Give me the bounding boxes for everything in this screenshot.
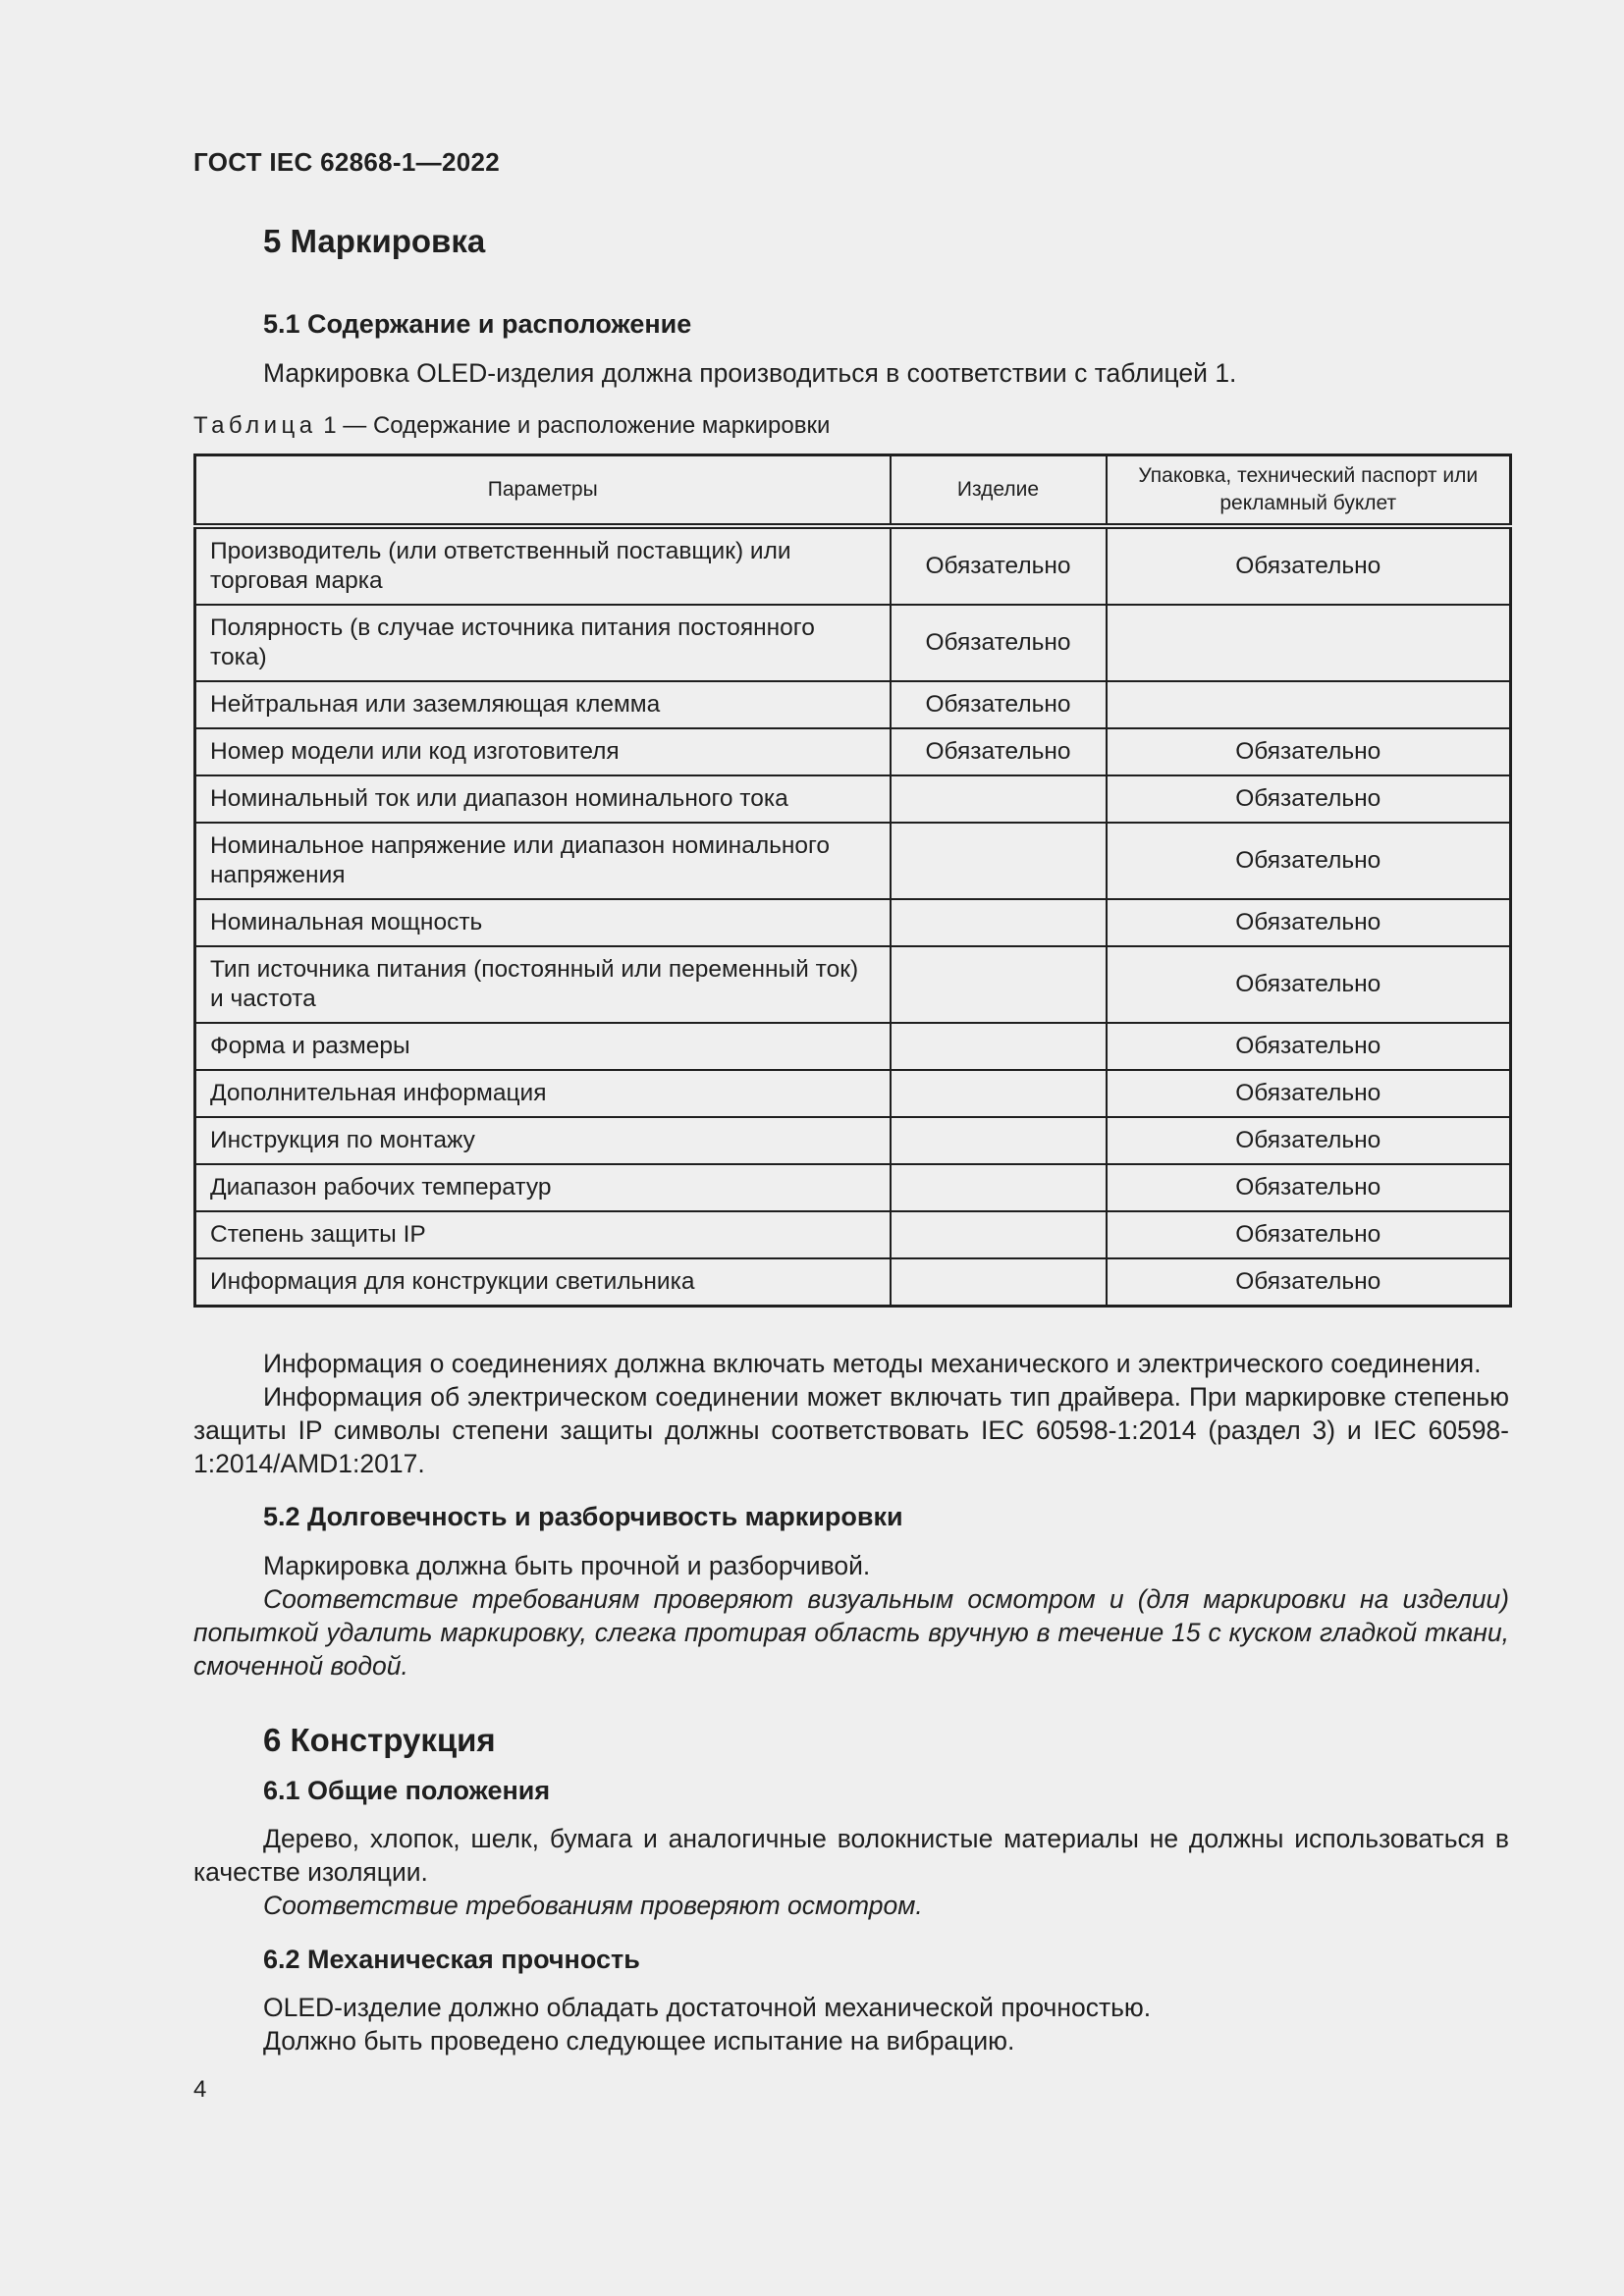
- parameter-cell: Информация для конструкции светильника: [195, 1258, 891, 1307]
- connections-paragraph: Информация о соединениях должна включать методы механического и электрического соединения.: [263, 1349, 1482, 1378]
- parameter-cell: Номинальный ток или диапазон номинального тока: [195, 775, 891, 823]
- section-5-1-intro: Маркировка OLED-изделия должна производиться в соответствии с таблицей 1.: [263, 358, 1237, 388]
- parameter-cell: Форма и размеры: [195, 1023, 891, 1070]
- product-cell: [891, 1258, 1107, 1307]
- product-cell: [891, 1023, 1107, 1070]
- table-row: [195, 526, 1511, 605]
- section-6-2-paragraph: OLED-изделие должно обладать достаточной механической прочностью.: [263, 1993, 1152, 2022]
- section-5-2-paragraph: Маркировка должна быть прочной и разборчивой.: [263, 1551, 871, 1580]
- packaging-cell: Обязательно: [1107, 1117, 1511, 1164]
- packaging-cell: Обязательно: [1107, 775, 1511, 823]
- table-row: [195, 1117, 1511, 1164]
- table-row: [195, 728, 1511, 775]
- section-5-2-test-paragraph: Соответствие требованиям проверяют визуальным осмотром и (для маркировки на изделии) попыткой удалить маркировку, слегка протирая область вручную в течение 15 с куском гладкой ткани, смоченной водой.: [193, 1584, 1509, 1681]
- parameter-cell: Степень защиты IP: [195, 1211, 891, 1258]
- section-6-heading: 6 Конструкция: [263, 1722, 496, 1758]
- packaging-cell: Обязательно: [1107, 526, 1511, 605]
- section-5-1-heading: 5.1 Содержание и расположение: [263, 309, 692, 339]
- section-6-2-vibration-paragraph: Должно быть проведено следующее испытание на вибрацию.: [263, 2026, 1015, 2056]
- parameter-cell: Дополнительная информация: [195, 1070, 891, 1117]
- product-cell: Обязательно: [891, 681, 1107, 728]
- product-cell: [891, 1070, 1107, 1117]
- section-6-1-test-paragraph: Соответствие требованиям проверяют осмотром.: [263, 1891, 923, 1920]
- electrical-connection-paragraph: Информация об электрическом соединении может включать тип драйвера. При маркировке степенью защиты IP символы степени защиты должны соответствовать IEC 60598-1:2014 (раздел 3) и IEC 60598-1:2014/AMD1:2017.: [193, 1382, 1509, 1478]
- header-product: Изделие: [891, 455, 1107, 527]
- parameter-cell: Нейтральная или заземляющая клемма: [195, 681, 891, 728]
- table-row: [195, 899, 1511, 946]
- packaging-cell: Обязательно: [1107, 728, 1511, 775]
- table-caption: [193, 412, 830, 440]
- parameter-cell: Производитель (или ответственный поставщик) или торговая марка: [195, 526, 891, 605]
- table-row: [195, 775, 1511, 823]
- parameter-cell: Номинальная мощность: [195, 899, 891, 946]
- product-cell: [891, 899, 1107, 946]
- document-code: ГОСТ IEC 62868-1—2022: [193, 147, 500, 177]
- parameter-cell: Инструкция по монтажу: [195, 1117, 891, 1164]
- section-6-1-heading: 6.1 Общие положения: [263, 1776, 551, 1805]
- section-5-2-heading: 5.2 Долговечность и разборчивость маркировки: [263, 1502, 903, 1531]
- product-cell: Обязательно: [891, 526, 1107, 605]
- packaging-cell: Обязательно: [1107, 1211, 1511, 1258]
- table-row: [195, 1070, 1511, 1117]
- packaging-cell: Обязательно: [1107, 823, 1511, 899]
- table-row: [195, 681, 1511, 728]
- table-caption-prefix: Таблица: [193, 412, 317, 439]
- parameter-cell: Полярность (в случае источника питания постоянного тока): [195, 605, 891, 681]
- table-row: [195, 823, 1511, 899]
- table-row: [195, 1023, 1511, 1070]
- section-6-1-paragraph: Дерево, хлопок, шелк, бумага и аналогичные волокнистые материалы не должны использоваться в качестве изоляции.: [193, 1824, 1509, 1887]
- parameter-cell: Тип источника питания (постоянный или переменный ток) и частота: [195, 946, 891, 1023]
- packaging-cell: Обязательно: [1107, 1164, 1511, 1211]
- packaging-cell: Обязательно: [1107, 946, 1511, 1023]
- packaging-cell: Обязательно: [1107, 1070, 1511, 1117]
- parameter-cell: Диапазон рабочих температур: [195, 1164, 891, 1211]
- packaging-cell: [1107, 605, 1511, 681]
- section-6-2-heading: 6.2 Механическая прочность: [263, 1945, 640, 1974]
- table-row: [195, 1258, 1511, 1307]
- packaging-cell: Обязательно: [1107, 899, 1511, 946]
- table-caption-title: 1 — Содержание и расположение маркировки: [316, 412, 831, 439]
- product-cell: [891, 775, 1107, 823]
- parameter-cell: Номер модели или код изготовителя: [195, 728, 891, 775]
- section-5-heading: 5 Маркировка: [263, 223, 486, 259]
- product-cell: [891, 1164, 1107, 1211]
- table-row: [195, 1211, 1511, 1258]
- table-row: [195, 605, 1511, 681]
- parameter-cell: Номинальное напряжение или диапазон номинального напряжения: [195, 823, 891, 899]
- product-cell: [891, 1117, 1107, 1164]
- packaging-cell: [1107, 681, 1511, 728]
- product-cell: Обязательно: [891, 728, 1107, 775]
- table-header-row: [195, 455, 1511, 527]
- product-cell: [891, 823, 1107, 899]
- page-number: 4: [193, 2076, 207, 2103]
- product-cell: Обязательно: [891, 605, 1107, 681]
- product-cell: [891, 946, 1107, 1023]
- marking-table: [193, 454, 1512, 1308]
- header-packaging: Упаковка, технический паспорт или рекламный буклет: [1107, 455, 1511, 527]
- packaging-cell: Обязательно: [1107, 1023, 1511, 1070]
- packaging-cell: Обязательно: [1107, 1258, 1511, 1307]
- product-cell: [891, 1211, 1107, 1258]
- header-parameters: Параметры: [195, 455, 891, 527]
- table-row: [195, 1164, 1511, 1211]
- table-row: [195, 946, 1511, 1023]
